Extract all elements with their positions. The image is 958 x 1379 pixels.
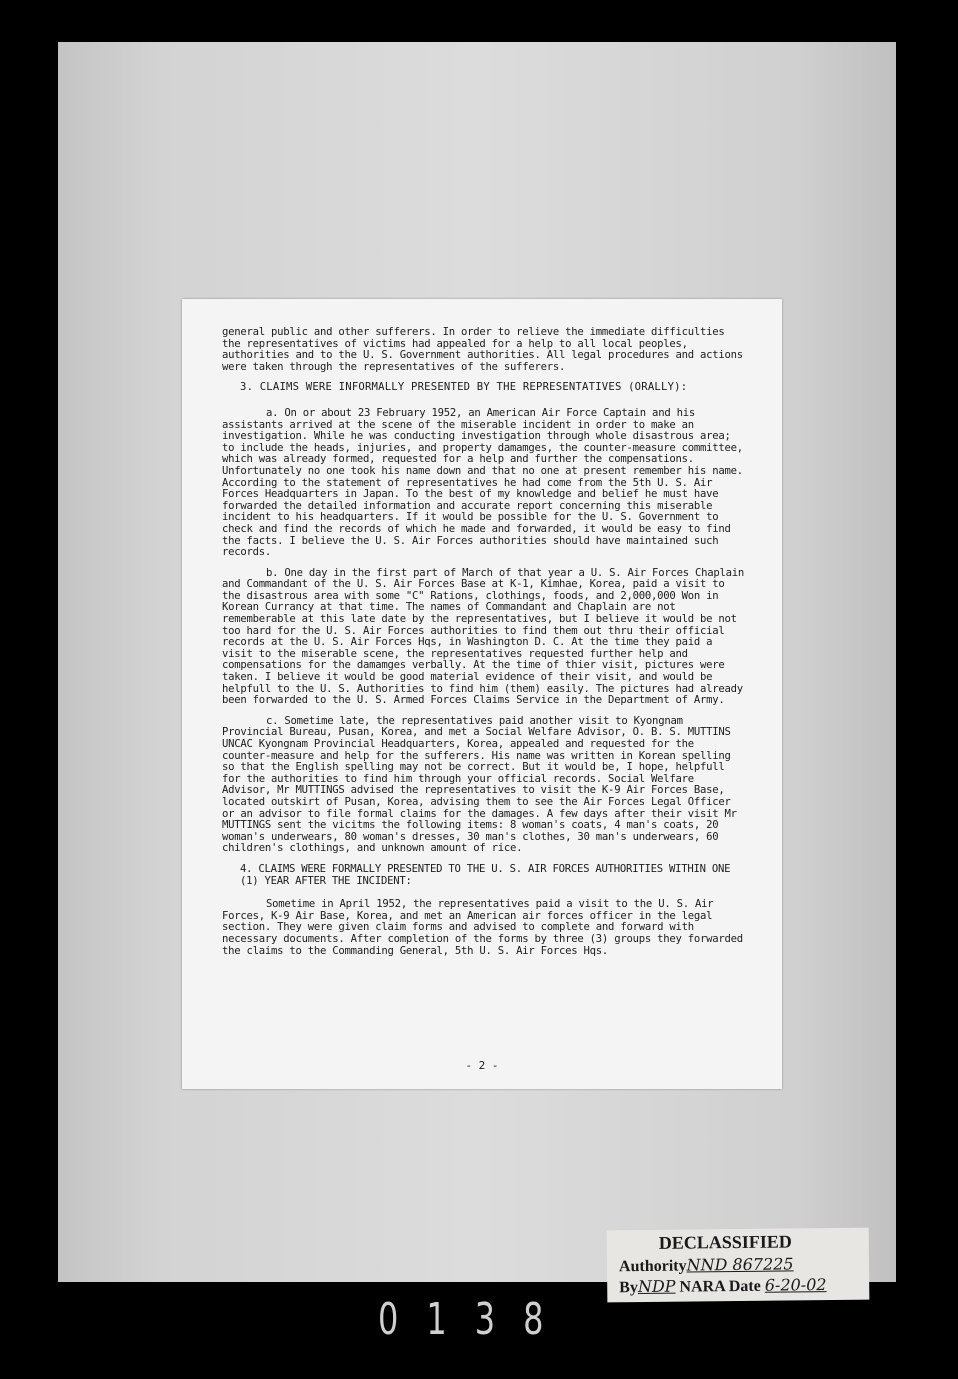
stamp-title: DECLASSIFIED xyxy=(658,1231,792,1253)
document-body xyxy=(222,327,747,966)
stamp-authority-value: NND 867225 xyxy=(686,1254,794,1275)
paragraph-a: a. On or about 23 February 1952, an American Air Force Captain and his assistants arrived at the scene of the miserable incident in order to make an investigation. While he was conducting investigation through whole disastrous area; to include the heads, injuries, and property damamges, the counter-measure committee, which was already formed, requested for a help and further the compensations. Unfortunately no one took his name down and that no one at present remember his name. According to the statement of representatives he had come from the 5th U. S. Air Forces Headquarters in Japan. To the best of my knowledge and belief he must have forwarded the detailed information and accurate report concerning this miserable incident to his headquarters. If it would be possible for the U. S. Government to check and find the records of which he made and forwarded, it would be easy to find the facts. I believe the U. S. Air Forces authorities should have maintained such records. xyxy=(222,406,743,559)
stamp-nara-date-label: NARA Date xyxy=(679,1277,761,1296)
section-4-heading: 4. CLAIMS WERE FORMALLY PRESENTED TO THE U. S. AIR FORCES AUTHORITIES WITHIN ONE (1) YEAR AFTER THE INCIDENT: xyxy=(240,862,731,887)
paragraph-4: Sometime in April 1952, the representatives paid a visit to the U. S. Air Forces, K-9 Air Base, Korea, and met an American air forces officer in the legal section. They were given claim forms and advised to complete and forward with necessary documents. After completion of the forms by three (3) groups they forwarded the claims to the Commanding General, 5th U. S. Air Forces Hqs. xyxy=(222,898,743,957)
paragraph-c: c. Sometime late, the representatives paid another visit to Kyongnam Provincial Bureau, Pusan, Korea, and met a Social Welfare Advisor, O. B. S. MUTTINS UNCAC Kyongnam Provincial Headquarters, Korea, appealed and requested for the counter-measure and help for the sufferers. His name was written in Korean spelling so that the English spelling may not be correct. But it would be, I hope, helpfull for the authorities to find him through your official records. Social Welfare Advisor, Mr MUTTINGS advised the representatives to visit the K-9 Air Forces Base, located outskirt of Pusan, Korea, advising them to see the Air Forces Legal Officer or an advisor to file formal claims for the damages. A few days after their visit Mr MUTTINGS sent the vicitms the following items: 8 woman's coats, 4 man's coats, 20 woman's underwears, 80 woman's dresses, 30 man's clothes, 30 man's underwears, 60 children's clothings, and unknown amount of rice. xyxy=(222,714,737,855)
intro-paragraph: general public and other sufferers. In order to relieve the immediate difficulties the representatives of victims had appealed for a help to all local peoples, authorities and to the U. S. Government authorities. All legal procedures and actions were taken through the representatives of the sufferers. xyxy=(222,326,743,373)
stamp-nara-date-value: 6-20-02 xyxy=(764,1275,827,1295)
document-page xyxy=(182,299,782,1089)
section-3-heading: 3. CLAIMS WERE INFORMALLY PRESENTED BY THE REPRESENTATIVES (ORALLY): xyxy=(240,381,688,394)
stamp-by-value: NDP xyxy=(637,1276,676,1297)
declassified-stamp xyxy=(607,1228,870,1303)
stamp-authority-line xyxy=(619,1254,794,1276)
stamp-by-line xyxy=(619,1275,827,1297)
paragraph-b: b. One day in the first part of March of that year a U. S. Air Forces Chaplain and Commandant of the U. S. Air Forces Base at K-1, Kimhae, Korea, paid a visit to the disastrous area with some "C" Rations, clothings, foods, and 2,000,000 Won in Korean Currancy at that time. The names of Commandant and Chaplain are not rememberable at this late date by the representatives, but I believe it would be not too hard for the U. S. Air Forces authorities to find them out thru their official records at the U. S. Air Forces Hqs, in Washington D. C. At the time they paid a visit to the miserable scene, the representatives requested further help and compensations for the damamges verbally. At the time of thier visit, pictures were taken. I believe it would be good material evidence of their visit, and would be helpfull to the U. S. Authorities to find him (them) easily. The pictures had already been forwarded to the U. S. Armed Forces Claims Service in the Department of Army. xyxy=(222,566,744,707)
stamp-by-label: By xyxy=(619,1279,638,1297)
frame-number: 0138 xyxy=(378,1293,572,1345)
stamp-authority-label: Authority xyxy=(618,1257,687,1276)
page-number: - 2 - xyxy=(465,1059,499,1072)
